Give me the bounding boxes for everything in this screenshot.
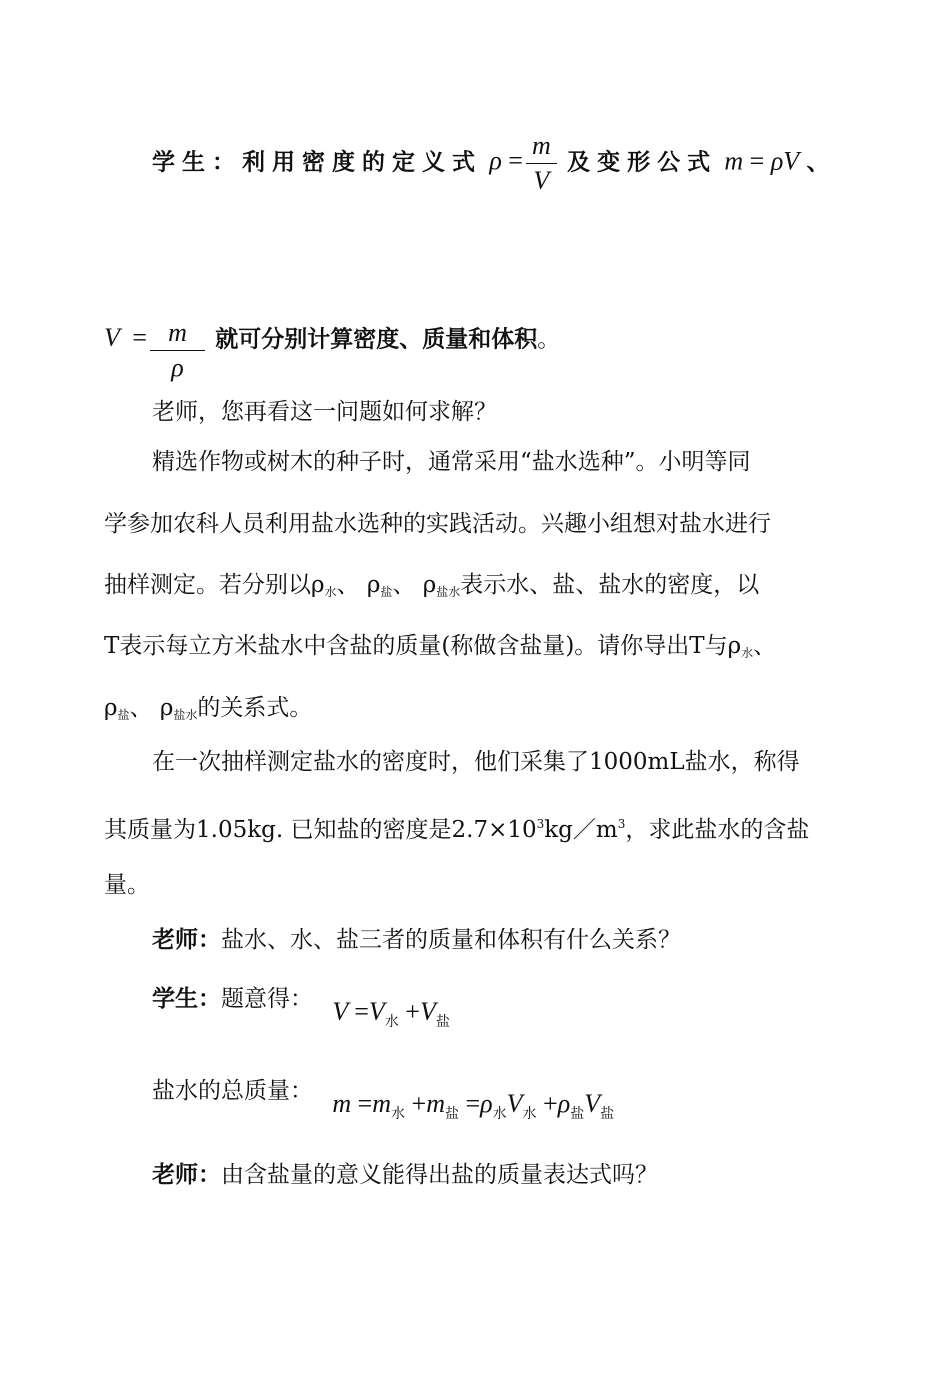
- teacher-question-line: 老师，您再看这一问题如何求解？: [152, 399, 497, 425]
- variant-text: 及变形公式: [567, 149, 718, 176]
- problem-line-3: 抽样测定。若分别以ρ水、 ρ盐、 ρ盐水表示水、盐、盐水的密度，以: [104, 572, 760, 599]
- definition-text: 利用密度的定义式: [242, 149, 482, 176]
- mass-sum-formula: $m =m_水 +m_盐 =\rho_水V_水 +\rho_盐V_盐$: [332, 1089, 615, 1122]
- density-formula: ρ = $\frac{m}{V}$: [489, 146, 559, 175]
- speaker-student: 学生：: [152, 149, 242, 176]
- volume-formula-line: V = $\frac{m}{\rho}$ 就可分别计算密度、质量和体积。: [104, 318, 561, 382]
- teacher-relation-line: 老师：盐水、水、盐三者的质量和体积有什么关系？: [152, 927, 681, 953]
- problem-line-1: 精选作物或树木的种子时，通常采用“盐水选种”。小明等同: [152, 449, 751, 475]
- problem-line-6: 在一次抽样测定盐水的密度时，他们采集了1000mL盐水，称得: [152, 749, 800, 775]
- speaker-teacher: 老师：: [152, 1162, 221, 1188]
- total-mass-line: 盐水的总质量： $m =m_水 +m_盐 =\rho_水V_水 +\rho_盐V_盐$: [152, 1078, 615, 1122]
- volume-sum-formula: $V =V_水 +V_盐$: [332, 997, 450, 1030]
- compute-text: 就可分别计算密度、质量和体积: [215, 326, 538, 353]
- problem-line-8: 量。: [104, 872, 150, 898]
- student-answer-line: 学生：题意得： $V =V_水 +V_盐$: [152, 986, 450, 1030]
- speaker-student: 学生：: [152, 986, 221, 1012]
- student-definition-line: 学生：利用密度的定义式 ρ = $\frac{m}{V}$ 及变形公式 m = ρV 、: [152, 131, 830, 195]
- teacher-salt-mass-line: 老师：由含盐量的意义能得出盐的质量表达式吗？: [152, 1162, 658, 1188]
- problem-line-2: 学参加农科人员利用盐水选种的实践活动。兴趣小组想对盐水进行: [104, 511, 771, 537]
- problem-line-4: T表示每立方米盐水中含盐的质量(称做含盐量)。请你导出T与ρ水、: [104, 633, 777, 660]
- volume-formula: V = $\frac{m}{\rho}$: [104, 323, 208, 352]
- mass-formula: m = ρV: [724, 146, 800, 176]
- speaker-teacher: 老师：: [152, 927, 221, 953]
- problem-line-5: ρ盐、 ρ盐水的关系式。: [104, 695, 313, 722]
- problem-line-7: 其质量为1.05kg. 已知盐的密度是$2.7\times 10^3kg/m^3$，求此盐水的含盐: [104, 817, 810, 843]
